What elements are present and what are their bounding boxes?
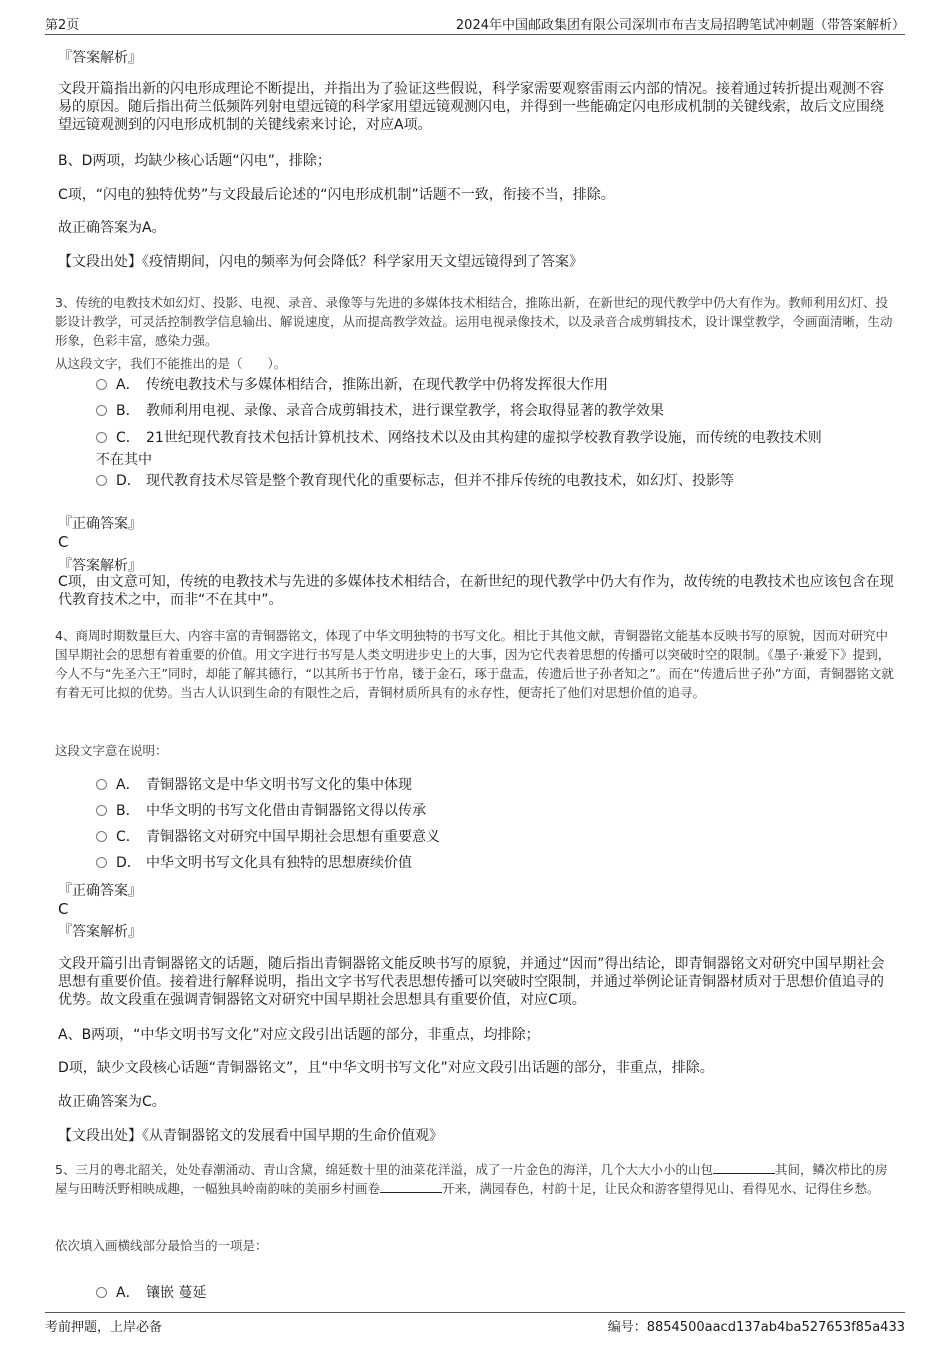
source-citation: 【文段出处】《疫情期间，闪电的频率为何会降低？科学家用天文望远镜得到了答案》: [58, 254, 583, 270]
radio-icon[interactable]: [96, 779, 107, 790]
option-a[interactable]: A． 青铜器铭文是中华文明书写文化的集中体现: [96, 774, 412, 796]
option-a[interactable]: A． 传统电教技术与多媒体相结合，推陈出新，在现代教学中仍将发挥很大作用: [96, 374, 608, 396]
analysis-paragraph: 故正确答案为C。: [58, 1094, 166, 1110]
radio-icon[interactable]: [96, 805, 107, 816]
analysis-paragraph: C项，由文意可知，传统的电教技术与先进的多媒体技术相结合，在新世纪的现代教学中仍大有作为，故传统的电教技术也应该包含在现代教育技术之中，而非“不在其中”。: [58, 574, 894, 608]
page-number: 第2页: [45, 18, 80, 33]
question-prompt: 依次填入画横线部分最恰当的一项是：: [55, 1238, 268, 1253]
analysis-paragraph: A、B两项，“中华文明书写文化”对应文段引出话题的部分，非重点，均排除；: [58, 1027, 540, 1043]
option-b[interactable]: B． 中华文明的书写文化借由青铜器铭文得以传承: [96, 800, 426, 822]
fill-blank-1[interactable]: [713, 1161, 775, 1174]
question-stem: 4、商周时期数量巨大、内容丰富的青铜器铭文，体现了中华文明独特的书写文化。相比于其他文献，青铜器铭文能基本反映书写的原貌，因而对研究中国早期社会的思想有着重要的价值。用文字进行书写是人类文明进步史上的大事，因为它代表着思想的传播可以突破时空的限制。《墨子·兼爱下》提到，今人不与“先圣六王”同时，却能了解其德行，“以其所书于竹帛，镂于金石，琢于盘盂，传遗后世子孙者知之”。而在“传遗后世子孙”方面，青铜器铭文就有着无可比拟的优势。当古人认识到生命的有限性之后，青铜材质所具有的永存性，便寄托了他们对思想价值的追寻。: [55, 628, 894, 700]
source-citation: 【文段出处】《从青铜器铭文的发展看中国早期的生命价值观》: [58, 1128, 443, 1144]
radio-icon[interactable]: [96, 405, 107, 416]
analysis-paragraph: 文段开篇引出青铜器铭文的话题，随后指出青铜器铭文能反映书写的原貌，并通过“因而”得出结论，即青铜器铭文对研究中国早期社会思想有重要价值。接着进行解释说明，指出文字书写代表思想传播可以突破时空限制，并通过举例论证青铜器材质对于思想价值追寻的优势。故文段重在强调青铜器铭文对研究中国早期社会思想具有重要价值，对应C项。: [58, 956, 885, 1008]
correct-answer-label: 『正确答案』: [58, 883, 142, 899]
option-b[interactable]: B． 教师利用电视、录像、录音合成剪辑技术，进行课堂教学，将会取得显著的教学效果: [96, 400, 664, 422]
analysis-paragraph: C项，“闪电的独特优势”与文段最后论述的“闪电形成机制”话题不一致，衔接不当，排除。: [58, 187, 615, 203]
fill-blank-2[interactable]: [380, 1180, 442, 1193]
option-c[interactable]: C． 21世纪现代教育技术包括计算机技术、网络技术以及由其构建的虚拟学校教育教学设施，而传统的电教技术则: [96, 427, 822, 449]
question-prompt: 这段文字意在说明：: [55, 743, 168, 758]
radio-icon[interactable]: [96, 1287, 107, 1298]
analysis-paragraph: 故正确答案为A。: [58, 220, 166, 236]
correct-answer: C: [58, 900, 69, 918]
option-d[interactable]: D． 现代教育技术尽管是整个教育现代化的重要标志，但并不排斥传统的电教技术，如幻灯、投影等: [96, 470, 734, 492]
correct-answer-label: 『正确答案』: [58, 516, 142, 532]
footer-slogan: 考前押题，上岸必备: [45, 1320, 163, 1335]
question-stem: 5、三月的粤北韶关，处处春潮涌动、青山含黛，绵延数十里的油菜花洋溢，成了一片金色的海洋，几个大大小小的山包 其间，鳞次栉比的房屋与田畴沃野相映成趣，一幅独具岭南韵味的美丽乡村画卷 开来，满园春色，村韵十足，让民众和游客望得见山、看得见水、记得住乡愁。: [55, 1162, 888, 1196]
radio-icon[interactable]: [96, 857, 107, 868]
radio-icon[interactable]: [96, 475, 107, 486]
question-prompt: 从这段文字，我们不能推出的是（ ）。: [55, 356, 287, 371]
document-id: 编号：8854500aacd137ab4ba527653f85a433: [607, 1320, 905, 1335]
radio-icon[interactable]: [96, 379, 107, 390]
document-title: 2024年中国邮政集团有限公司深圳市布吉支局招聘笔试冲刺题（带答案解析）: [455, 18, 905, 33]
question-stem: 3、传统的电教技术如幻灯、投影、电视、录音、录像等与先进的多媒体技术相结合，推陈出新，在新世纪的现代教学中仍大有作为。教师利用幻灯、投影设计教学，可灵活控制教学信息输出、解说速度，从而提高教学效益。运用电视录像技术，以及录音合成剪辑技术，设计课堂教学，令画面清晰，生动形象，色彩丰富，感染力强。: [55, 295, 893, 348]
option-d[interactable]: D． 中华文明书写文化具有独特的思想赓续价值: [96, 852, 412, 874]
radio-icon[interactable]: [96, 432, 107, 443]
analysis-label: 『答案解析』: [58, 50, 142, 66]
analysis-paragraph: D项，缺少文段核心话题“青铜器铭文”，且“中华文明书写文化”对应文段引出话题的部分，非重点，排除。: [58, 1060, 714, 1076]
option-a[interactable]: A． 镶嵌 蔓延: [96, 1282, 206, 1304]
analysis-paragraph: B、D两项，均缺少核心话题“闪电”，排除；: [58, 153, 331, 169]
option-c-continuation: 不在其中: [96, 452, 152, 468]
page-footer: [45, 1312, 905, 1334]
page-header: [45, 14, 905, 35]
radio-icon[interactable]: [96, 831, 107, 842]
analysis-label: 『答案解析』: [58, 558, 142, 574]
correct-answer: C: [58, 533, 69, 551]
analysis-label: 『答案解析』: [58, 924, 142, 940]
analysis-paragraph: 文段开篇指出新的闪电形成理论不断提出，并指出为了验证这些假说，科学家需要观察雷雨云内部的情况。接着通过转折提出观测不容易的原因。随后指出荷兰低频阵列射电望远镜的科学家用望远镜观测闪电，并得到一些能确定闪电形成机制的关键线索，故后文应围绕望远镜观测到的闪电形成机制的关键线索来讨论，对应A项。: [58, 81, 884, 133]
option-c[interactable]: C． 青铜器铭文对研究中国早期社会思想有重要意义: [96, 826, 440, 848]
